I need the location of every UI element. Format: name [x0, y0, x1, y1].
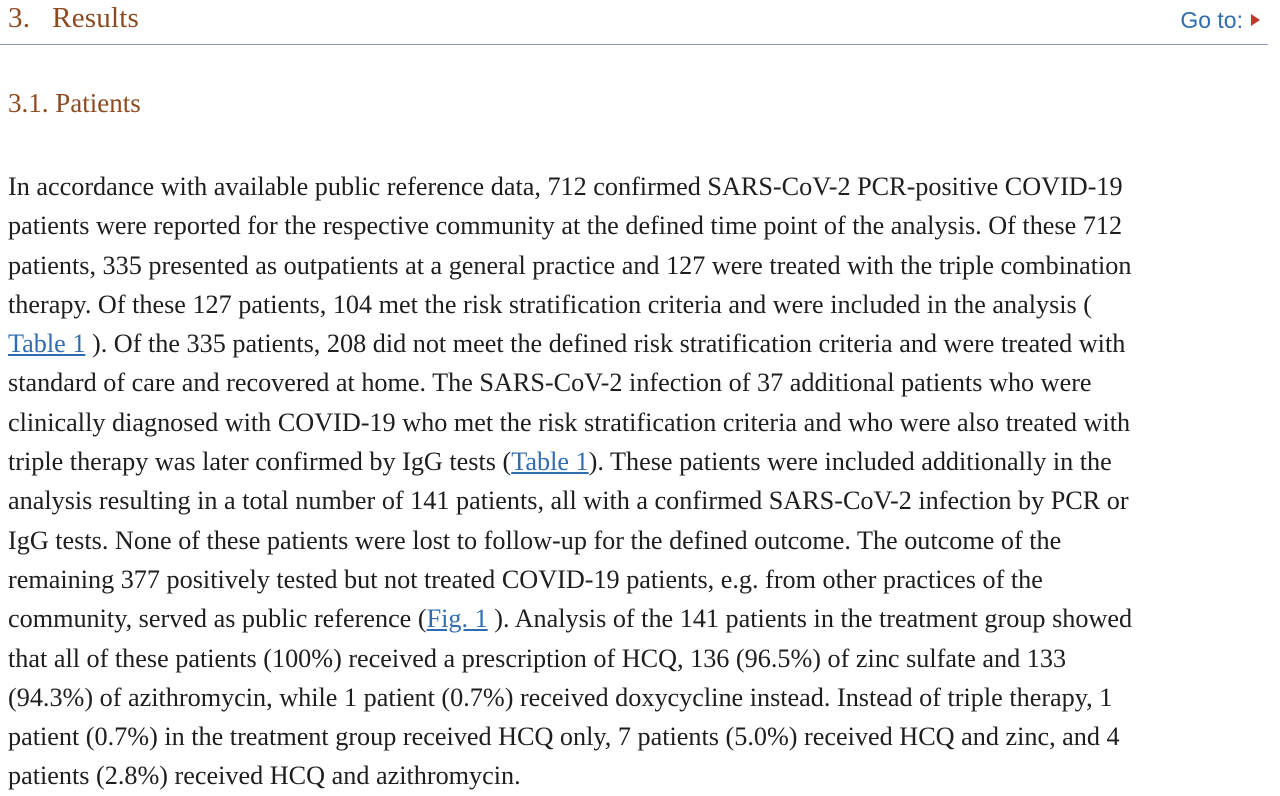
text-line — [8, 403, 1272, 442]
section-title — [8, 2, 139, 35]
table-1-link[interactable]: Table 1 — [8, 329, 86, 359]
text-line — [8, 717, 1272, 756]
text-line — [8, 324, 1272, 363]
text-line — [8, 521, 1272, 560]
goto-menu-button[interactable] — [1180, 7, 1260, 34]
text-line — [8, 756, 1272, 795]
text-line — [8, 246, 1272, 285]
section-number: 3. — [8, 2, 31, 34]
text-segment: therapy. Of these 127 patients, 104 met the risk stratification criteria and were included in the analysis ( — [8, 289, 1093, 319]
text-line — [8, 639, 1272, 678]
text-segment: triple therapy was later confirmed by IgG tests ( — [8, 447, 512, 477]
text-segment: ). These patients were included additionally in the — [588, 447, 1112, 477]
text-segment: ). Of the 335 patients, 208 did not meet the defined risk stratification criteria and were treated with — [85, 329, 1126, 359]
text-segment: that all of these patients (100%) received a prescription of HCQ, 136 (96.5%) of zinc sulfate and 133 — [8, 643, 1067, 673]
text-line — [8, 481, 1272, 520]
text-line — [8, 363, 1272, 402]
fig-1-link[interactable]: Fig. 1 — [426, 604, 488, 634]
text-segment: ). Analysis of the 141 patients in the treatment group showed — [487, 604, 1133, 634]
text-segment: patients, 335 presented as outpatients at a general practice and 127 were treated with the triple combination — [8, 250, 1132, 280]
text-segment: patients (2.8%) received HCQ and azithromycin. — [8, 761, 521, 791]
text-line — [8, 285, 1272, 324]
text-segment: IgG tests. None of these patients were lost to follow-up for the defined outcome. The outcome of the — [8, 525, 1062, 555]
section-header — [0, 0, 1268, 45]
text-segment: (94.3%) of azithromycin, while 1 patient (0.7%) received doxycycline instead. Instead of triple therapy, 1 — [8, 682, 1113, 712]
text-segment: patients were reported for the respective community at the defined time point of the analysis. Of these 712 — [8, 211, 1123, 241]
section-title-text: Results — [52, 2, 139, 34]
table-1-link[interactable]: Table 1 — [511, 447, 589, 477]
text-line — [8, 560, 1272, 599]
text-segment: community, served as public reference ( — [8, 604, 427, 634]
text-line — [8, 599, 1272, 638]
text-segment: remaining 377 positively tested but not treated COVID-19 patients, e.g. from other practices of the — [8, 564, 1043, 594]
goto-label: Go to: — [1180, 7, 1243, 33]
text-segment: In accordance with available public reference data, 712 confirmed SARS-CoV-2 PCR-positive COVID-19 — [8, 172, 1123, 201]
text-line — [8, 678, 1272, 717]
text-segment: clinically diagnosed with COVID-19 who met the risk stratification criteria and who were also treated with — [8, 407, 1131, 437]
subsection-title: 3.1. Patients — [8, 88, 141, 118]
text-line — [8, 206, 1272, 245]
text-segment: patient (0.7%) in the treatment group received HCQ only, 7 patients (5.0%) received HCQ and zinc, and 4 — [8, 722, 1120, 752]
text-line — [8, 442, 1272, 481]
text-segment: analysis resulting in a total number of 141 patients, all with a confirmed SARS-CoV-2 infection by PCR or — [8, 486, 1129, 516]
text-line — [8, 167, 1272, 206]
body-paragraph — [8, 167, 1272, 796]
triangle-right-icon — [1251, 14, 1260, 26]
text-segment: standard of care and recovered at home. The SARS-CoV-2 infection of 37 additional patients who were — [8, 368, 1092, 398]
